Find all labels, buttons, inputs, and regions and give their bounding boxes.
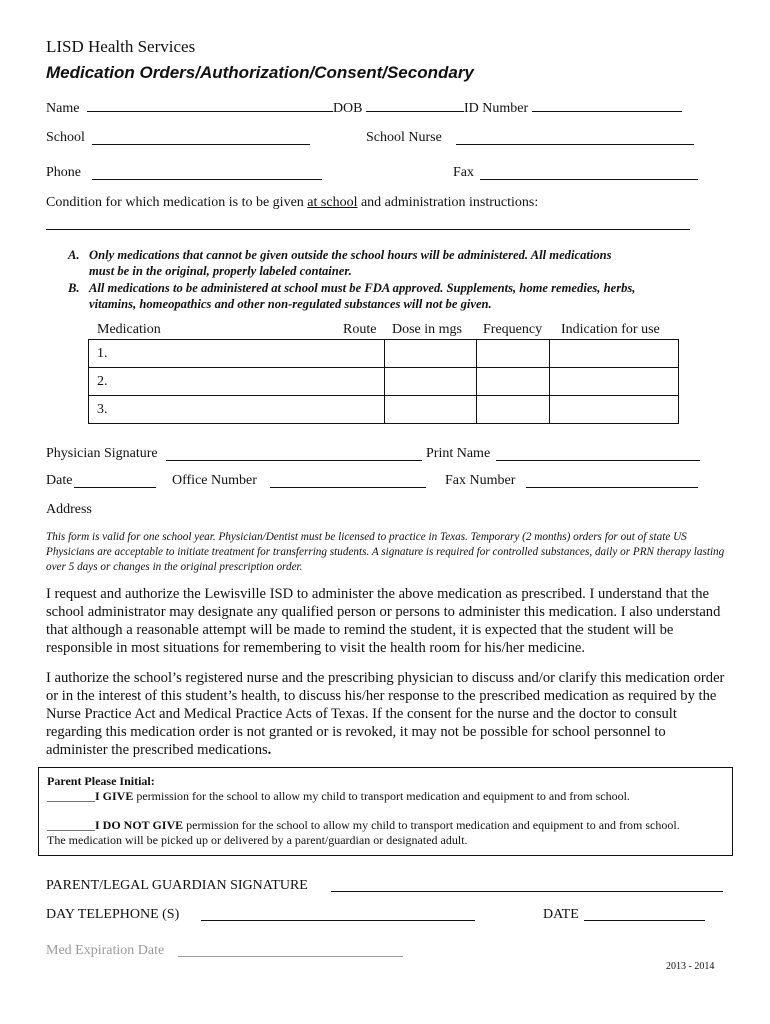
phone-label: Phone — [46, 165, 81, 180]
med-expiration-field[interactable] — [178, 945, 403, 957]
parent-initial-heading: Parent Please Initial: — [47, 774, 155, 788]
consent-paragraph-2 — [46, 669, 730, 759]
indication-cell[interactable] — [550, 396, 679, 424]
school-nurse-field[interactable] — [456, 133, 694, 145]
office-number-label: Office Number — [172, 473, 257, 488]
medication-cell[interactable]: 2. — [89, 368, 385, 396]
consent-paragraph-1: I request and authorize the Lewisville ISD to administer the above medication as prescribed. I understand that the school administrator may designate any qualified person or persons to administer this medication. I also understand that although a reasonable attempt will be made to remind the student, it is expected that the student will be responsible in most situations for remembering to visit the health room for his/her medicine. — [46, 586, 721, 656]
col-route: Route — [343, 322, 377, 337]
parent-initial-box — [38, 767, 733, 856]
dob-field[interactable] — [366, 100, 464, 112]
physician-signature-label: Physician Signature — [46, 446, 158, 461]
school-label: School — [46, 130, 85, 145]
fax-field[interactable] — [480, 168, 698, 180]
condition-field[interactable] — [46, 218, 690, 230]
note-a-letter: A. — [68, 248, 80, 262]
give-text: permission for the school to allow my child to transport medication and equipment to and from school. — [133, 789, 630, 803]
name-field[interactable] — [87, 100, 333, 112]
condition-label-start: Condition for which medication is to be given — [46, 195, 308, 210]
med-expiration-label: Med Expiration Date — [46, 943, 165, 958]
day-telephone-field[interactable] — [201, 909, 475, 921]
fax-number-label: Fax Number — [445, 473, 516, 488]
note-b-line1: All medications to be administered at school must be FDA approved. Supplements, home remedies, herbs, — [89, 281, 636, 295]
not-give-initial-field[interactable]: ________ — [47, 818, 95, 832]
phone-field[interactable] — [92, 168, 322, 180]
give-permission-line — [47, 789, 630, 804]
route-dose-cell[interactable] — [385, 368, 477, 396]
id-number-label: ID Number — [464, 101, 529, 116]
indication-cell[interactable] — [550, 368, 679, 396]
validity-note: This form is valid for one school year. Physician/Dentist must be licensed to practice in Texas. Temporary (2 months) orders for out of state US Physicians are acceptable to initiate treatment for transferring students. A signature is required for controlled substances, daily or PRN therapy lasting over 5 days or changes in the original prescription order. — [46, 531, 725, 573]
address-label: Address — [46, 502, 92, 517]
print-name-label: Print Name — [426, 446, 491, 461]
condition-label-underlined: at school — [307, 195, 358, 210]
print-name-field[interactable] — [496, 449, 700, 461]
frequency-cell[interactable] — [477, 340, 550, 368]
not-give-label: I DO NOT GIVE — [95, 818, 184, 832]
consent-paragraph-2-text: I authorize the school’s registered nurse and the prescribing physician to discuss and/or clarify this medication order or in the interest of this student’s health, to discuss his/her response to the prescribed medication as required by the Nurse Practice Act and Medical Practice Acts of Texas. If the consent for the nurse and the doctor to consult regarding this medication order is not granted or is revoked, it may not be possible for school personnel to administer the prescribed medications — [46, 670, 725, 758]
give-initial-field[interactable]: ________ — [47, 789, 95, 803]
medication-cell[interactable]: 3. — [89, 396, 385, 424]
organization-name: LISD Health Services — [46, 37, 196, 56]
note-a — [68, 247, 612, 279]
medication-cell[interactable]: 1. — [89, 340, 385, 368]
col-indication: Indication for use — [561, 322, 660, 337]
note-a-line2: must be in the original, properly labeled container. — [89, 264, 352, 278]
id-number-field[interactable] — [532, 100, 682, 112]
fax-label: Fax — [453, 165, 474, 180]
school-nurse-label: School Nurse — [366, 130, 442, 145]
guardian-date-field[interactable] — [584, 909, 705, 921]
student-name-row — [46, 100, 682, 117]
guardian-signature-label: PARENT/LEGAL GUARDIAN SIGNATURE — [46, 878, 308, 893]
physician-date-field[interactable] — [74, 476, 156, 488]
not-give-text: permission for the school to allow my child to transport medication and equipment to and from school. — [183, 818, 680, 832]
frequency-cell[interactable] — [477, 368, 550, 396]
physician-date-label: Date — [46, 473, 73, 488]
dob-label: DOB — [332, 101, 363, 116]
indication-cell[interactable] — [550, 340, 679, 368]
guardian-signature-field[interactable] — [331, 880, 723, 892]
note-b-letter: B. — [68, 281, 80, 295]
col-frequency: Frequency — [483, 322, 543, 337]
school-field[interactable] — [92, 133, 310, 145]
route-dose-cell[interactable] — [385, 396, 477, 424]
pickup-note: The medication will be picked up or delivered by a parent/guardian or designated adult. — [47, 833, 468, 847]
col-medication: Medication — [97, 322, 161, 337]
not-give-permission-line — [47, 818, 680, 833]
col-dose: Dose in mgs — [392, 322, 462, 337]
consent-paragraph-2-end: . — [267, 742, 272, 758]
give-label: I GIVE — [95, 789, 134, 803]
table-row — [89, 396, 679, 424]
note-b — [68, 280, 635, 312]
note-b-line2: vitamins, homeopathics and other non-regulated substances will not be given. — [89, 297, 492, 311]
condition-label — [46, 195, 538, 211]
frequency-cell[interactable] — [477, 396, 550, 424]
name-label: Name — [46, 101, 80, 116]
route-dose-cell[interactable] — [385, 340, 477, 368]
physician-signature-field[interactable] — [166, 449, 422, 461]
table-row — [89, 340, 679, 368]
guardian-date-label: DATE — [543, 907, 579, 922]
condition-label-end: and administration instructions: — [357, 195, 539, 210]
office-number-field[interactable] — [270, 476, 426, 488]
form-year: 2013 - 2014 — [666, 961, 715, 972]
fax-number-field[interactable] — [526, 476, 698, 488]
medication-table — [88, 339, 679, 424]
day-telephone-label: DAY TELEPHONE (S) — [46, 907, 180, 922]
note-a-line1: Only medications that cannot be given outside the school hours will be administered. All medications — [89, 248, 612, 262]
table-row — [89, 368, 679, 396]
form-title: Medication Orders/Authorization/Consent/Secondary — [46, 63, 474, 82]
